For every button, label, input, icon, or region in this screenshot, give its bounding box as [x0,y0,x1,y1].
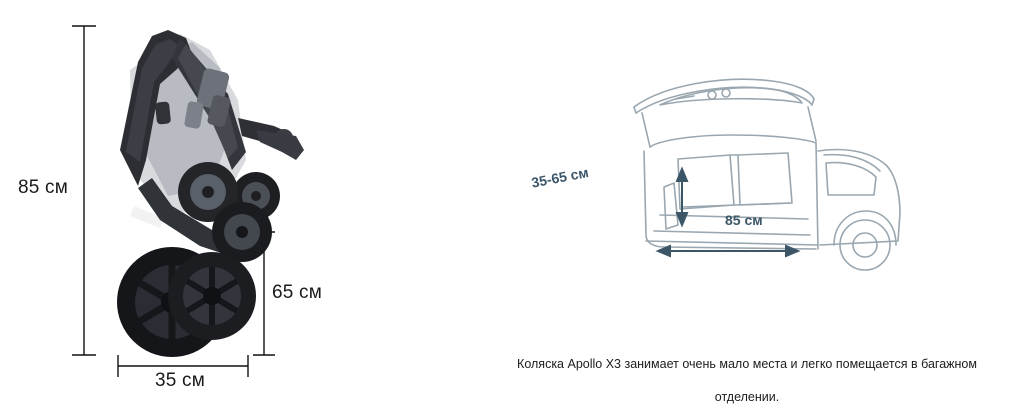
wheel-large-rear [168,252,256,340]
caption-line-2: отделении. [714,389,780,404]
stroller-body [117,30,304,357]
folded-stroller-panel [0,0,470,413]
width-dimension-label: 35 см [155,370,205,391]
trunk-width-label: 85 см [725,212,763,228]
folded-stroller-illustration [60,10,360,390]
height-dimension-label: 85 см [18,177,68,198]
car-trunk-illustration [620,55,910,285]
trunk-height-range-label: 35-65 см [530,163,590,191]
caption-line-1: Коляска Apollo X3 занимает очень мало места и легко помещается в багажном [517,357,977,371]
depth-dimension-label: 65 см [272,282,322,303]
height-dimension-line [72,26,96,355]
caption [470,348,1024,413]
